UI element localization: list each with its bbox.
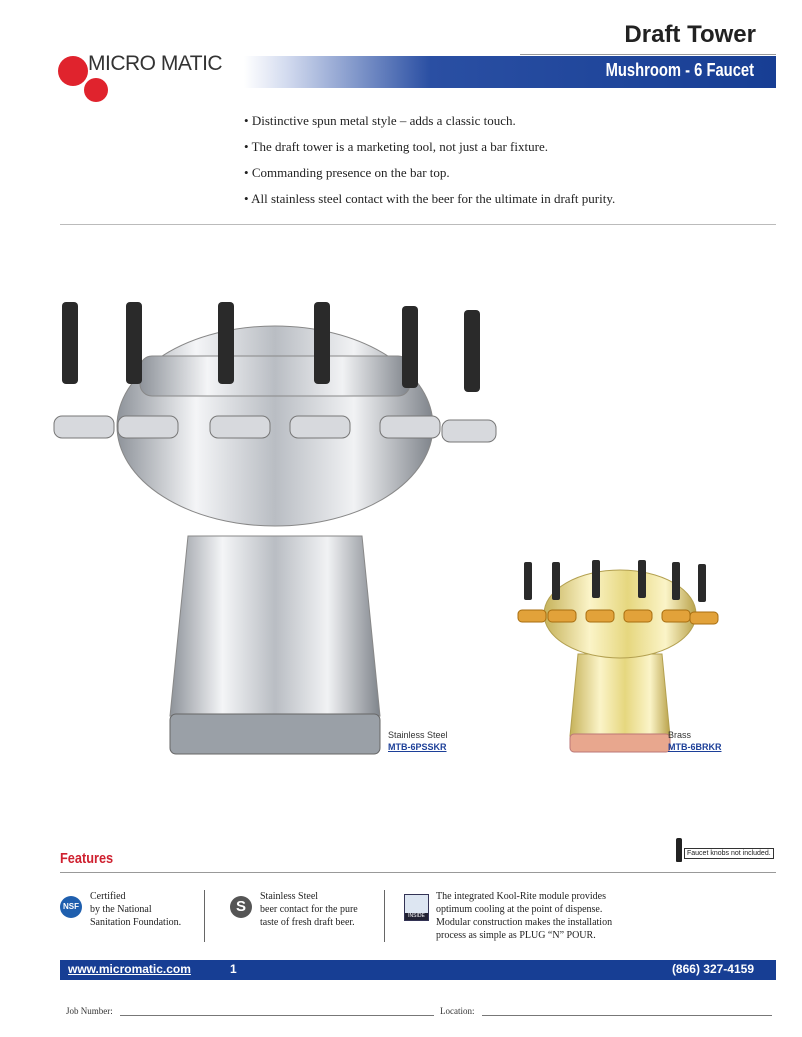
faucet-knob-icon: [676, 838, 682, 862]
feature-separator: [204, 890, 205, 942]
product-sku-link[interactable]: MTB-6BRKR: [668, 742, 722, 752]
location-label: Location:: [440, 1006, 475, 1016]
feature-separator: [384, 890, 385, 942]
feature-kool-rite: [436, 890, 612, 942]
page-title: Draft Tower: [624, 21, 756, 48]
phone-number: (866) 327-4159: [671, 962, 754, 976]
website-link[interactable]: www.micromatic.com: [68, 962, 191, 976]
feature-line: The integrated Kool-Rite module provides: [436, 891, 606, 902]
bullet-item: • The draft tower is a marketing tool, not just a bar fixture.: [244, 134, 615, 160]
title-rule: [520, 54, 776, 55]
feature-nsf: [90, 890, 181, 929]
feature-line: Stainless Steel: [260, 891, 319, 902]
bullet-item: • All stainless steel contact with the beer for the ultimate in draft purity.: [244, 186, 615, 212]
features-divider: [60, 872, 776, 873]
feature-line: taste of fresh draft beer.: [260, 917, 355, 928]
kool-rite-icon-label: INSIDE: [405, 913, 428, 920]
feature-line: optimum cooling at the point of dispense.: [436, 904, 603, 915]
kool-rite-icon: [404, 894, 429, 921]
bullet-item: • Commanding presence on the bar top.: [244, 160, 615, 186]
nsf-icon: NSF: [60, 896, 82, 918]
page-subtitle: Mushroom - 6 Faucet: [605, 60, 754, 80]
knob-note-text: Faucet knobs not included.: [684, 848, 774, 859]
feature-line: by the National: [90, 904, 152, 915]
feature-line: process as simple as PLUG “N” POUR.: [436, 930, 596, 941]
footer-bar: [60, 960, 776, 980]
feature-stainless: [260, 890, 358, 929]
feature-line: Sanitation Foundation.: [90, 917, 182, 928]
divider: [60, 224, 776, 225]
brass-tower-image: [516, 558, 722, 758]
logo-red-dot-large: [58, 56, 88, 86]
feature-line: Modular construction makes the installation: [436, 917, 613, 928]
brass-caption: [668, 729, 722, 753]
feature-line: beer contact for the pure: [260, 904, 358, 915]
title-box: [256, 16, 776, 54]
micro-matic-logo: [58, 50, 258, 102]
job-number-label: Job Number:: [66, 1006, 113, 1016]
logo-red-dot-small: [84, 78, 108, 102]
knob-note: [676, 838, 780, 864]
stainless-caption: [388, 729, 448, 753]
job-number-field[interactable]: [120, 1015, 434, 1016]
location-field[interactable]: [482, 1015, 772, 1016]
page-number: 1: [230, 962, 237, 976]
product-label: Stainless Steel: [388, 730, 448, 740]
stainless-tower-drawing: [50, 296, 500, 766]
brass-tower-drawing: [516, 558, 722, 758]
product-sku-link[interactable]: MTB-6PSSKR: [388, 742, 447, 752]
feature-line: Certified: [90, 891, 126, 902]
features-heading: Features: [60, 850, 114, 867]
stainless-s-icon: S: [230, 896, 252, 918]
subtitle-bar: [244, 56, 776, 88]
logo-text: MICRO MATIC: [88, 52, 223, 75]
product-label: Brass: [668, 730, 692, 740]
bullet-item: • Distinctive spun metal style – adds a classic touch.: [244, 108, 615, 134]
stainless-tower-image: [50, 296, 500, 766]
feature-bullets: [244, 108, 615, 212]
